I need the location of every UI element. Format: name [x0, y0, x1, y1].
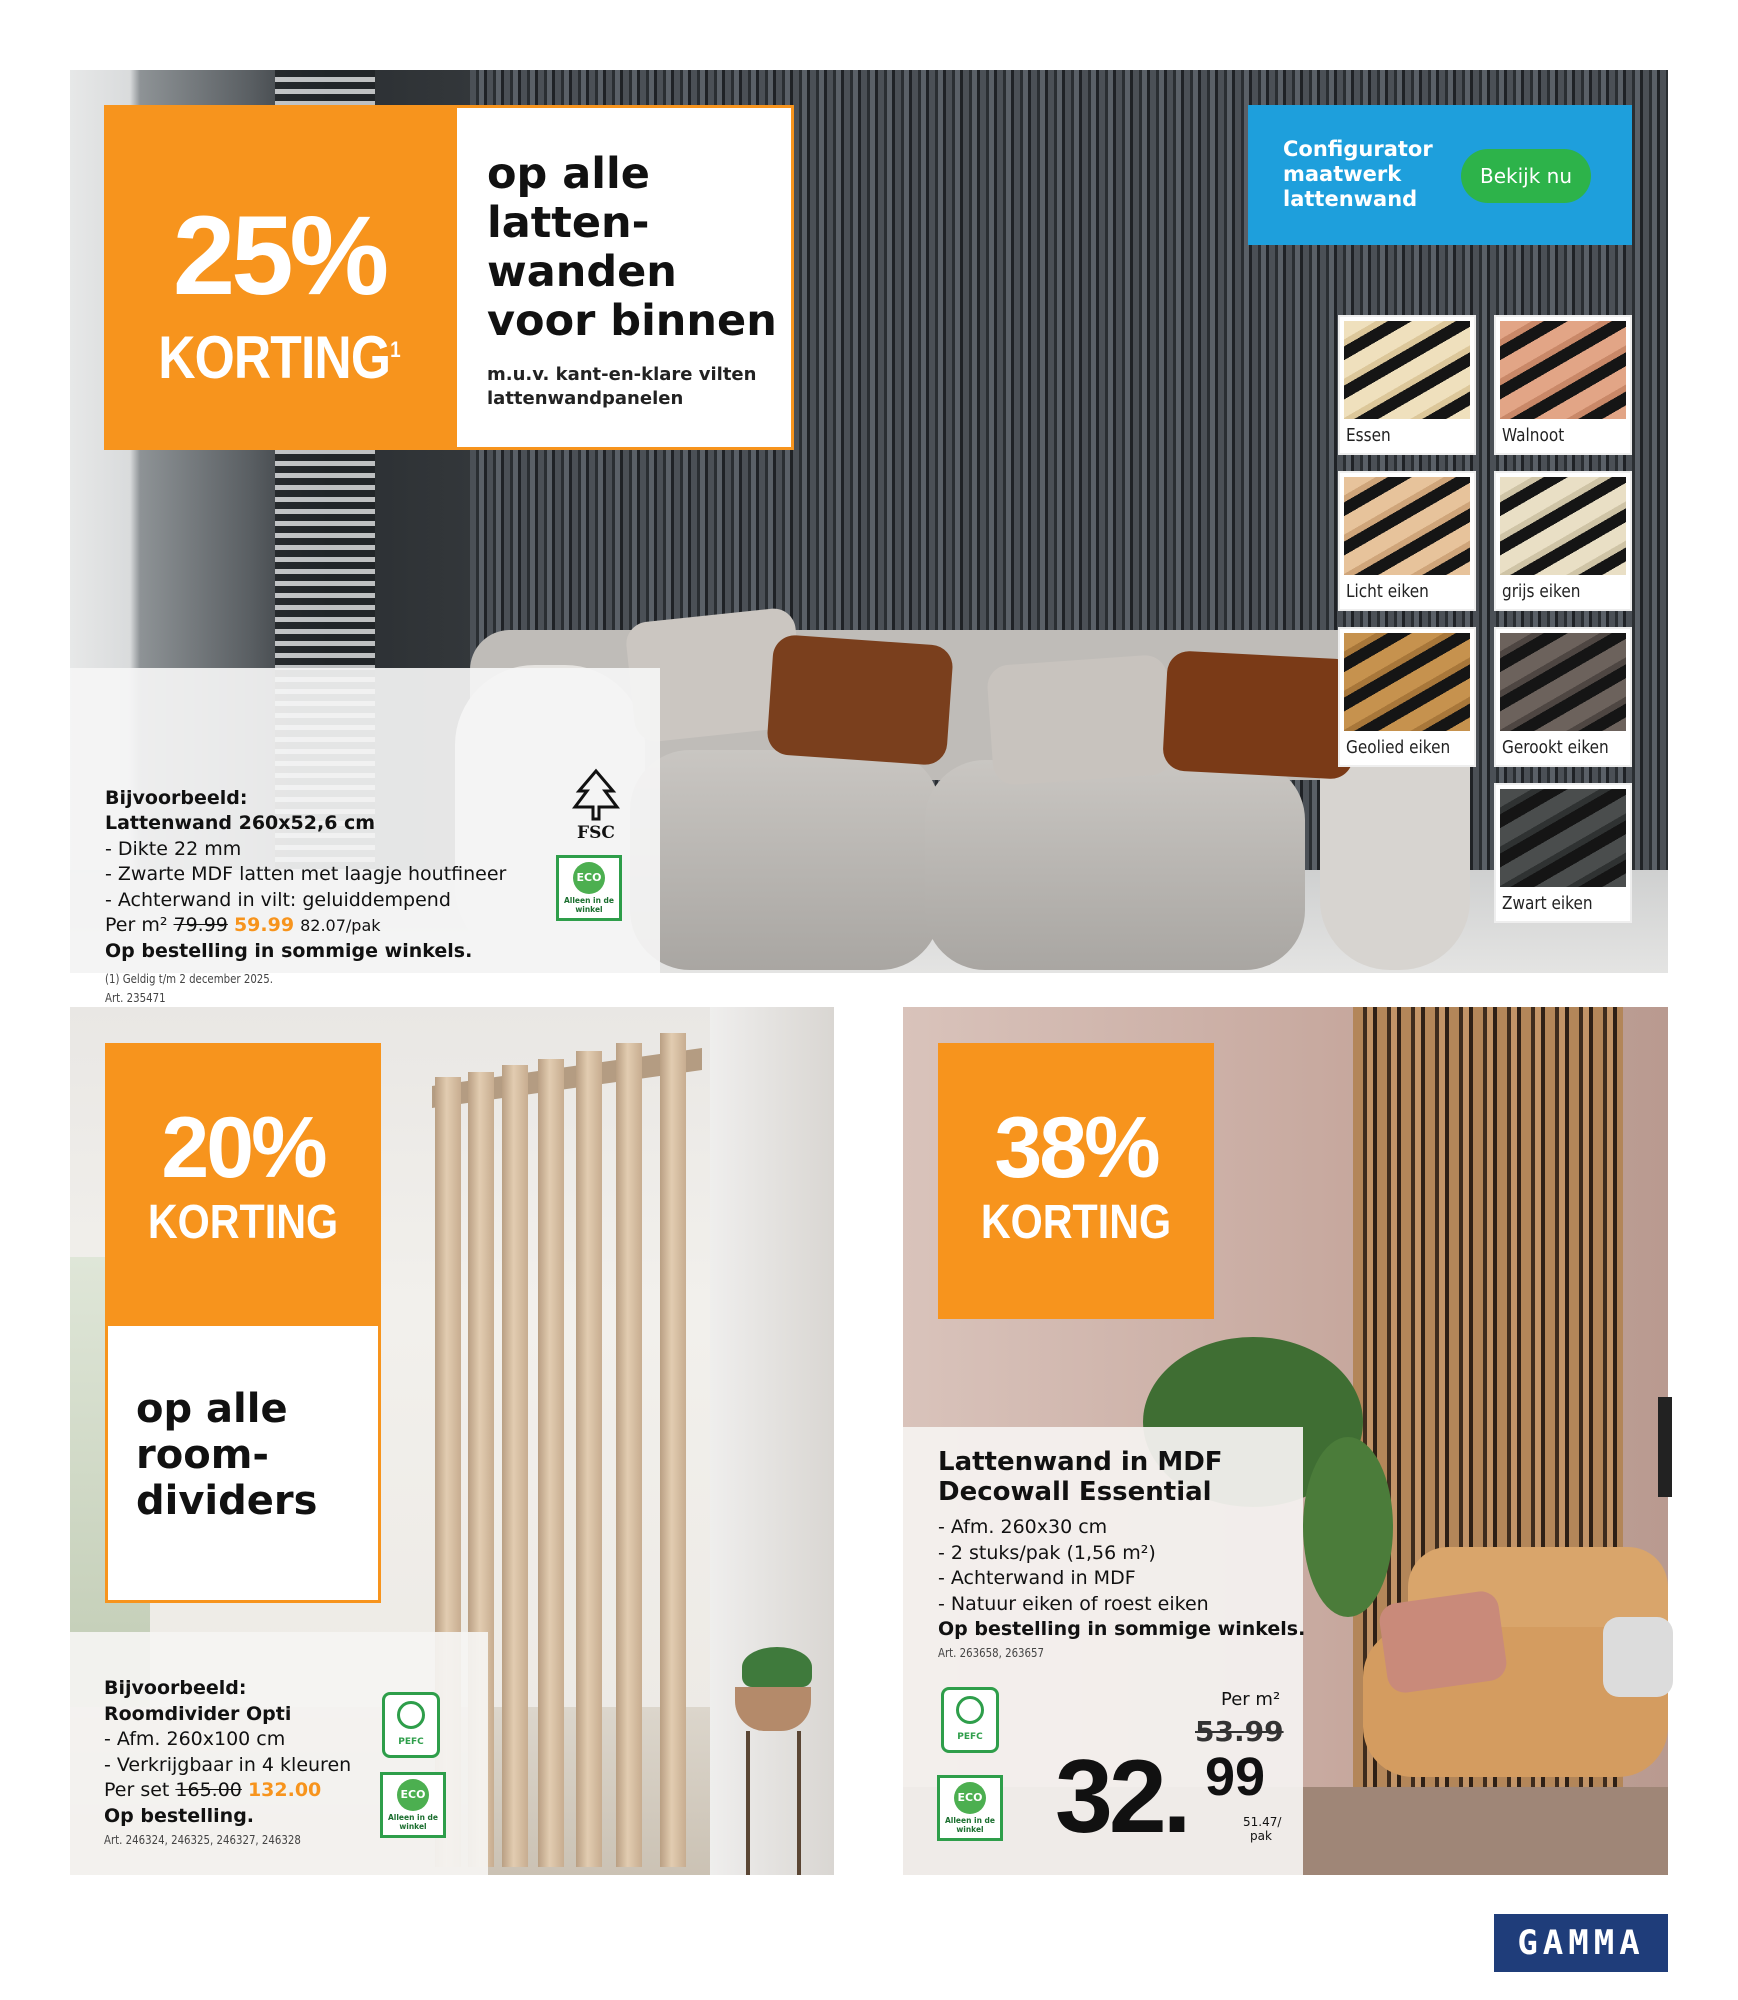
order-note: Op bestelling. [104, 1805, 255, 1827]
background-frame [1658, 1397, 1672, 1497]
swatch-label: Geolied eiken [1346, 737, 1451, 758]
swatch-image [1500, 477, 1626, 575]
armchair-pillow [1377, 1589, 1508, 1695]
eco-badge [937, 1775, 1003, 1841]
divider-slat [616, 1043, 642, 1867]
configurator-banner[interactable] [1248, 105, 1632, 245]
top-promo-panel [70, 70, 1668, 1005]
pillow-brown [766, 634, 954, 766]
swatch-label: Gerookt eiken [1502, 737, 1609, 758]
price-line [105, 913, 381, 939]
eco-icon: ECO [573, 862, 605, 894]
plant-stand [746, 1731, 750, 1875]
swatch-zwart-eiken [1496, 785, 1630, 921]
swatch-label: Essen [1346, 425, 1391, 446]
fsc-label: FSC [577, 823, 615, 843]
spec-line: - Verkrijgbaar in 4 kleuren [104, 1754, 352, 1776]
product-info-box [903, 1427, 1306, 1875]
info-title: Bijvoorbeeld: [105, 787, 248, 809]
spec-line: - Zwarte MDF latten met laagje houtfineer [105, 863, 507, 885]
product-name: Lattenwand in MDF Decowall Essential [938, 1447, 1223, 1507]
eco-badge [380, 1772, 446, 1838]
price-cents: 99 [1205, 1747, 1266, 1807]
pefc-label: PEFC [398, 1737, 424, 1747]
roomdivider-promo-panel [70, 1007, 834, 1875]
plant-leaves [742, 1647, 812, 1687]
pack-unit: pak [1250, 1829, 1272, 1843]
pefc-badge [382, 1692, 440, 1758]
discount-percent: 20% [161, 1100, 325, 1196]
lattenwand-mdf-promo-panel [903, 1007, 1668, 1875]
spec-line: - Achterwand in MDF [938, 1567, 1136, 1589]
pefc-icon [397, 1701, 425, 1729]
divider-slat [660, 1033, 686, 1867]
fsc-logo [563, 767, 629, 847]
swatch-gerookt-eiken [1496, 629, 1630, 765]
product-name: Lattenwand 260x52,6 cm [105, 812, 376, 834]
plant-pot [735, 1687, 811, 1731]
order-note: Op bestelling in sommige winkels. [105, 940, 473, 962]
sofa-seat-left [630, 750, 940, 970]
eco-icon: ECO [954, 1782, 986, 1814]
new-price: 132.00 [247, 1779, 322, 1801]
product-info-box [70, 1632, 488, 1875]
validity-note: (1) Geldig t/m 2 december 2025. [105, 972, 274, 986]
pillow-grey [986, 654, 1174, 786]
pefc-badge [941, 1687, 999, 1753]
background-wall [710, 1007, 834, 1875]
swatch-label: Zwart eiken [1502, 893, 1593, 914]
pack-price: 82.07/pak [300, 916, 381, 935]
plant-leaves [1303, 1437, 1393, 1617]
spec-line: - Achterwand in vilt: geluiddempend [105, 889, 451, 911]
swatch-grijs-eiken [1496, 473, 1630, 609]
subline: m.u.v. kant-en-klare vilten lattenwandpanelen [487, 364, 757, 409]
swatch-label: grijs eiken [1502, 581, 1581, 602]
view-now-button[interactable]: Bekijk nu [1461, 149, 1591, 203]
pefc-icon [956, 1696, 984, 1724]
divider-slat [538, 1059, 564, 1867]
eco-text: Alleen in de winkel [944, 1816, 996, 1834]
spec-line: - Afm. 260x30 cm [938, 1516, 1108, 1538]
swatch-image [1500, 321, 1626, 419]
eco-badge [556, 855, 622, 921]
price-prefix: Per m² [1221, 1689, 1281, 1710]
divider-slat [576, 1051, 602, 1867]
price-line [104, 1778, 321, 1804]
swatch-label: Walnoot [1502, 425, 1565, 446]
price-main: 32. [1055, 1739, 1188, 1855]
info-title: Bijvoorbeeld: [104, 1677, 247, 1699]
order-note: Op bestelling in sommige winkels. [938, 1618, 1306, 1640]
article-number: Art. 235471 [105, 991, 166, 1005]
new-price: 59.99 [233, 914, 295, 936]
swatch-geolied-eiken [1340, 629, 1474, 765]
swatch-image [1500, 789, 1626, 887]
discount-badge-25 [104, 105, 454, 450]
price-prefix: Per set [104, 1779, 170, 1801]
swatch-essen [1340, 317, 1474, 453]
spec-line: - Natuur eiken of roest eiken [938, 1593, 1209, 1615]
discount-percent: 38% [994, 1100, 1158, 1196]
old-price: 53.99 [1195, 1715, 1284, 1748]
fsc-tree-icon [563, 767, 629, 823]
discount-percent: 25% [172, 193, 386, 318]
discount-label: KORTING [147, 1196, 339, 1249]
old-price: 165.00 [175, 1779, 242, 1801]
discount-label: KORTING$^1$ [158, 324, 400, 391]
swatch-image [1500, 633, 1626, 731]
swatch-label: Licht eiken [1346, 581, 1429, 602]
eco-text: Alleen in de winkel [563, 896, 615, 914]
discount-badge-38 [938, 1043, 1214, 1319]
pack-price: 51.47/ [1243, 1815, 1282, 1829]
headline-box [105, 1323, 381, 1603]
swatch-image [1344, 477, 1470, 575]
swatch-image [1344, 321, 1470, 419]
eco-text: Alleen in de winkel [387, 1813, 439, 1831]
old-price: 79.99 [173, 914, 228, 936]
headline: op alle latten- wanden voor binnen [487, 149, 777, 346]
article-number: Art. 246324, 246325, 246327, 246328 [104, 1833, 301, 1847]
headline: op alle room- dividers [136, 1386, 318, 1524]
price-prefix: Per m² [105, 914, 168, 936]
headline-box [454, 105, 794, 450]
sofa-seat-right [925, 760, 1305, 970]
pefc-label: PEFC [957, 1732, 983, 1742]
gamma-logo[interactable]: GAMMA [1494, 1914, 1668, 1972]
spec-line: - Dikte 22 mm [105, 838, 242, 860]
article-number: Art. 263658, 263657 [938, 1646, 1045, 1660]
plant-stand [797, 1731, 801, 1875]
armchair-pillow [1603, 1617, 1673, 1697]
swatch-image [1344, 633, 1470, 731]
spec-line: - 2 stuks/pak (1,56 m²) [938, 1542, 1156, 1564]
discount-badge-20 [105, 1043, 381, 1323]
product-name: Roomdivider Opti [104, 1703, 292, 1725]
spec-line: - Afm. 260x100 cm [104, 1728, 286, 1750]
eco-icon: ECO [397, 1779, 429, 1811]
discount-label: KORTING [980, 1196, 1172, 1249]
divider-slat [502, 1065, 528, 1867]
configurator-text: Configurator maatwerk lattenwand [1283, 137, 1433, 211]
swatch-licht-eiken [1340, 473, 1474, 609]
pillow-brown [1162, 650, 1358, 780]
swatch-walnoot [1496, 317, 1630, 453]
